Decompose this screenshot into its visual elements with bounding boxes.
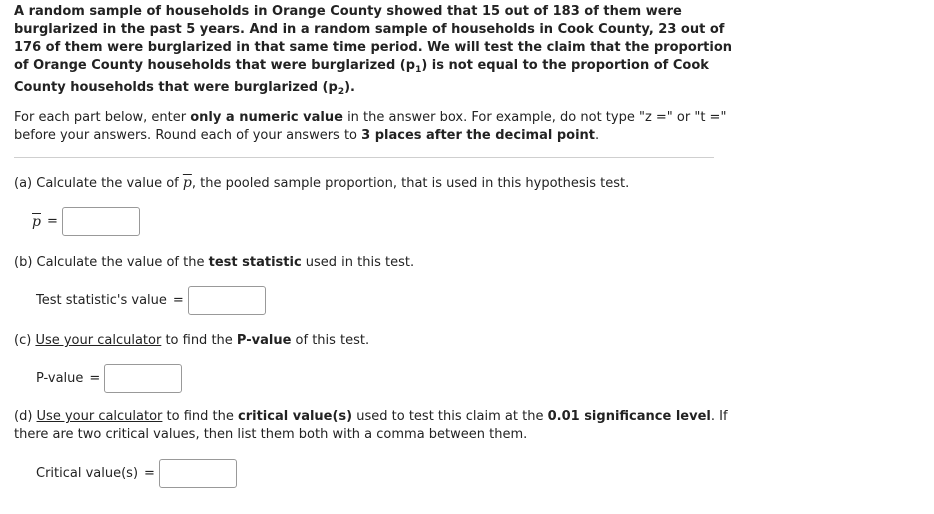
part-c-suffix: of this test. (291, 333, 370, 348)
part-a-prefix: (a) Calculate the value of (14, 176, 183, 191)
part-d-bold2: 0.01 significance level (547, 409, 711, 424)
part-a-suffix: , the pooled sample proportion, that is used in this hypothesis test. (191, 176, 630, 191)
part-c-question (14, 332, 734, 350)
subscript-1: 1 (415, 65, 422, 75)
part-c-answer-row (36, 364, 182, 393)
part-d-answer-row (36, 459, 237, 488)
part-d-question (14, 408, 734, 444)
pooled-proportion-input[interactable] (62, 207, 140, 236)
test-statistic-input[interactable] (188, 286, 266, 315)
part-d-middle2: used to test this claim at the (352, 409, 548, 424)
part-c-prefix: (c) (14, 333, 36, 348)
p-bar-label: $\overline{p}$ (32, 213, 41, 230)
part-d-bold1: critical value(s) (238, 409, 353, 424)
calculator-link[interactable]: Use your calculator (36, 409, 163, 424)
intro-text: A random sample of households in Orange County showed that 15 out of 183 of them were burglarized in the past 5 years. And in a random sample of households in Cook County, 23 out of 176 of them were burglarized in that same time period. We will test the claim that the proportion of Orange County households that were burglarized (p (14, 4, 733, 73)
part-c-middle: to find the (161, 333, 237, 348)
equals-sign: = (46, 214, 58, 229)
part-c-bold: P-value (236, 333, 292, 348)
p-bar-symbol: $\overline{p}$ (182, 175, 192, 191)
subscript-2: 2 (337, 87, 345, 97)
part-a-question (14, 174, 734, 193)
instr-bold1: only a numeric value (190, 110, 343, 125)
instr-part1: For each part below, enter (14, 110, 191, 125)
critical-values-input[interactable] (159, 459, 237, 488)
part-b-bold: test statistic (208, 255, 302, 270)
instructions (14, 109, 734, 145)
intro-middle: ) is not equal to the proportion of Cook County households that were burglarized (p (14, 58, 709, 95)
intro-end: ). (344, 80, 355, 95)
equals-sign: = (89, 371, 101, 386)
part-d-middle: to find the (162, 409, 239, 424)
part-b-answer-row (36, 286, 266, 315)
problem-statement (14, 3, 734, 101)
divider (14, 157, 714, 158)
calculator-link[interactable]: Use your calculator (35, 333, 162, 348)
part-d-suffix: . If there are two critical values, then list them both with a comma between them. (14, 409, 728, 442)
instr-part3: . (595, 128, 600, 143)
part-b-suffix: used in this test. (301, 255, 415, 270)
p-value-input[interactable] (104, 364, 182, 393)
critical-values-label: Critical value(s) (36, 466, 139, 481)
part-b-prefix: (b) Calculate the value of the (14, 255, 209, 270)
p-value-label: P-value (36, 371, 84, 386)
equals-sign: = (144, 466, 155, 481)
part-a-answer-row (32, 207, 140, 236)
test-statistic-label: Test statistic's value (36, 293, 167, 308)
equals-sign: = (172, 293, 184, 308)
part-b-question (14, 254, 734, 272)
part-d-prefix: (d) (14, 409, 37, 424)
instr-bold2: 3 places after the decimal point (361, 128, 595, 143)
instr-part2: in the answer box. For example, do not type "z =" or "t =" before your answers. Round each of your answers to (14, 110, 727, 143)
